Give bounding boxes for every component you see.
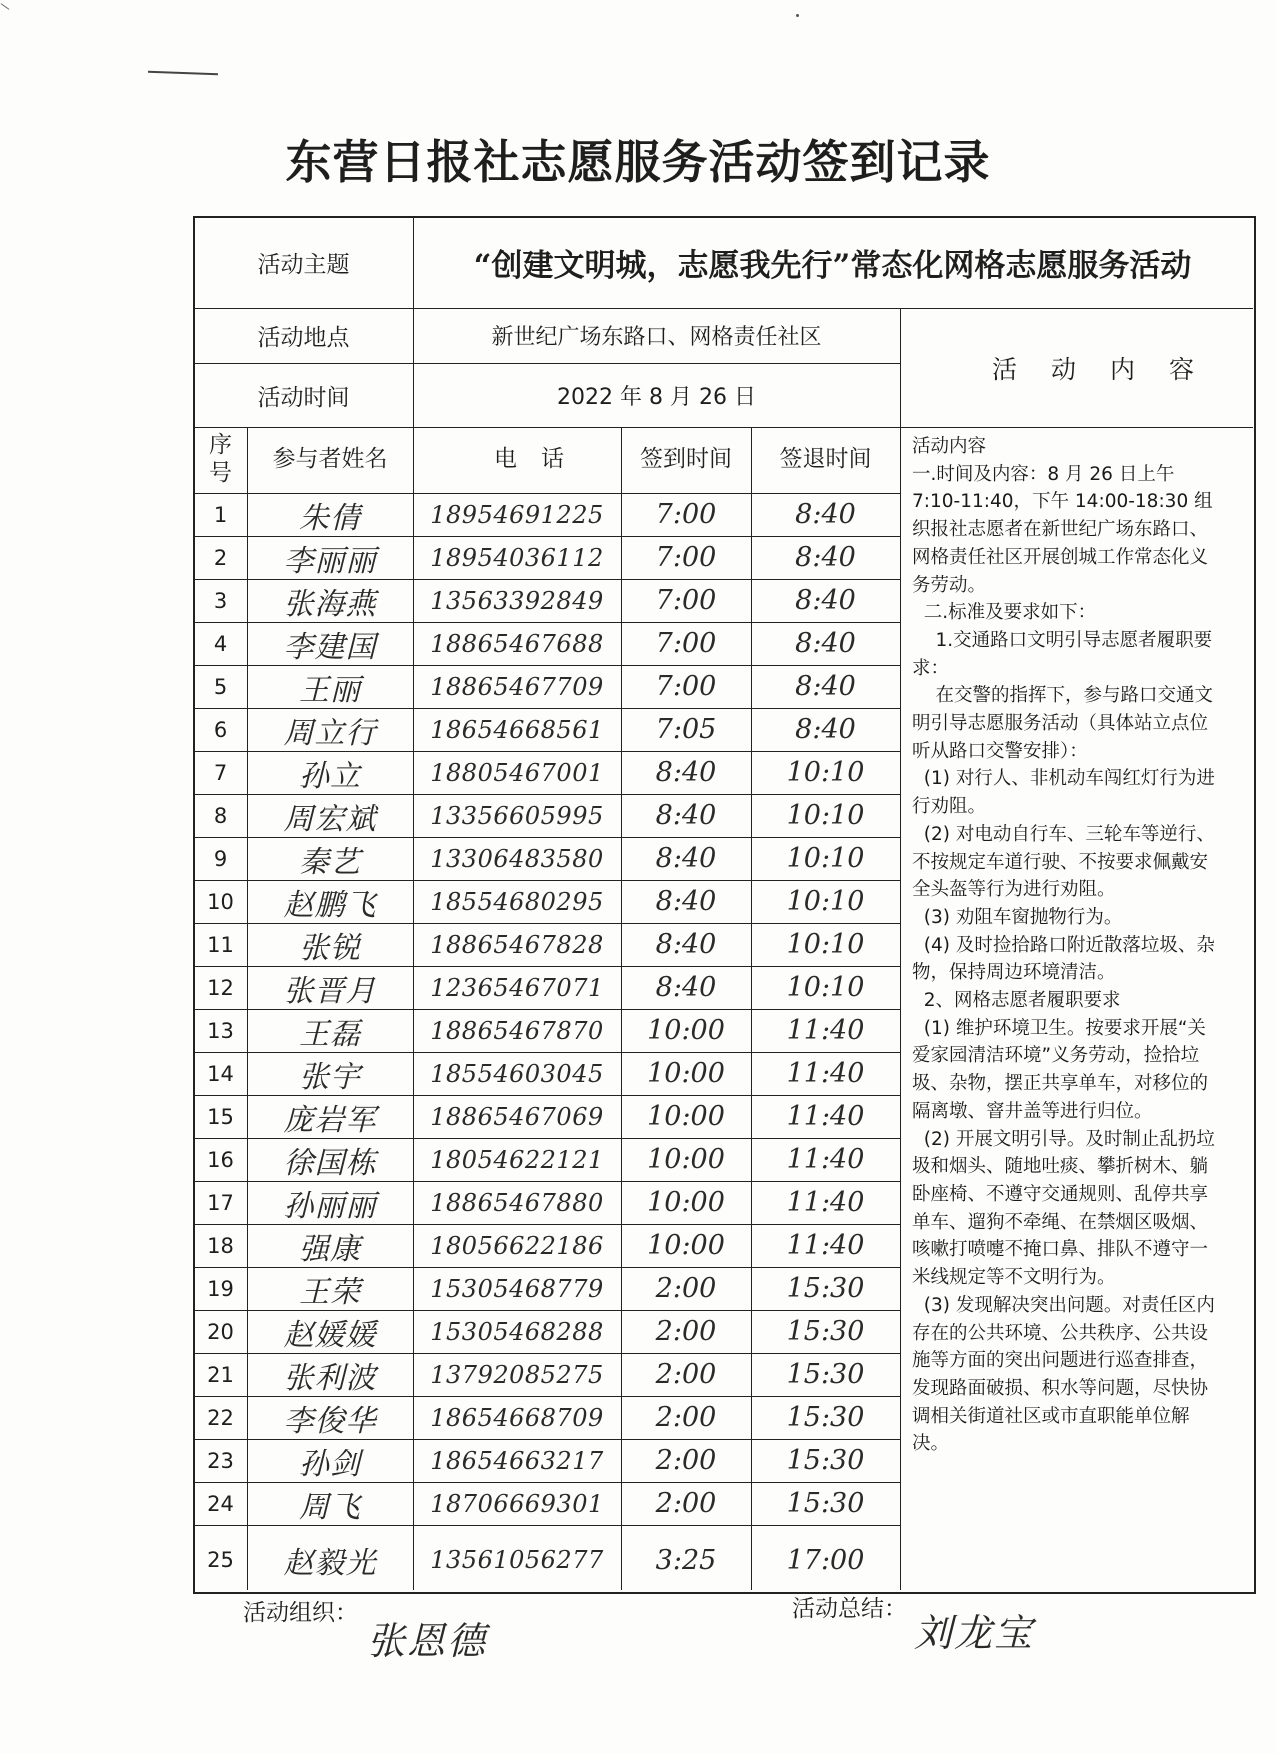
participant-name: 李丽丽 — [283, 543, 377, 579]
participant-name: 强康 — [299, 1231, 361, 1267]
sign-out-time: 10:10 — [786, 929, 865, 960]
sign-out-time: 15:30 — [786, 1402, 865, 1433]
participant-name: 周飞 — [299, 1489, 361, 1525]
participant-name: 李俊华 — [283, 1403, 377, 1439]
participant-phone: 18865467069 — [430, 1102, 604, 1131]
participant-name: 孙剑 — [299, 1446, 361, 1482]
participant-name: 朱倩 — [299, 500, 361, 536]
sign-out-time: 8:40 — [795, 628, 856, 659]
participant-phone: 13561056277 — [430, 1546, 604, 1574]
participant-phone: 18865467828 — [430, 930, 604, 959]
participant-phone: 18865467688 — [430, 629, 604, 658]
participant-name: 王荣 — [299, 1274, 361, 1310]
sign-in-time: 2:00 — [655, 1316, 717, 1347]
scan-mark — [148, 71, 218, 75]
participant-phone: 13356605995 — [430, 801, 604, 830]
sign-out-time: 10:10 — [786, 843, 865, 874]
row-index: 8 — [213, 803, 228, 828]
participant-phone: 15305468779 — [430, 1274, 604, 1303]
row-index: 20 — [207, 1319, 234, 1344]
sign-out-time: 10:10 — [786, 886, 865, 917]
row-index: 17 — [207, 1190, 234, 1215]
sign-in-time: 10:00 — [647, 1101, 725, 1132]
sign-out-time: 15:30 — [786, 1488, 865, 1519]
column-header-name: 参与者姓名 — [272, 446, 388, 473]
participant-phone: 18654663217 — [430, 1446, 604, 1475]
sign-out-time: 10:10 — [786, 757, 865, 788]
sign-in-time: 10:00 — [647, 1058, 725, 1089]
row-index: 22 — [207, 1405, 234, 1430]
participant-name: 周宏斌 — [283, 801, 377, 837]
participant-phone: 13563392849 — [430, 586, 604, 615]
scan-mark — [796, 14, 799, 17]
sign-out-time: 11:40 — [786, 1015, 865, 1046]
sign-in-time: 8:40 — [655, 886, 717, 917]
participant-phone: 18865467709 — [430, 672, 604, 701]
column-header-index — [194, 427, 247, 493]
row-index: 15 — [207, 1104, 234, 1129]
participant-phone: 18554680295 — [430, 887, 604, 916]
participant-phone: 18805467001 — [430, 758, 604, 787]
participant-phone: 18654668709 — [430, 1403, 604, 1432]
summary-signature: 刘龙宝 — [914, 1611, 1035, 1655]
column-header-phone: 电话 — [494, 446, 588, 473]
participant-name: 张宇 — [299, 1059, 361, 1095]
sign-in-time: 2:00 — [655, 1402, 717, 1433]
sign-in-time: 8:40 — [655, 843, 717, 874]
row-index: 10 — [207, 889, 234, 914]
sign-out-time: 11:40 — [786, 1230, 865, 1261]
sign-out-time: 15:30 — [786, 1273, 865, 1304]
participant-name: 孙立 — [299, 758, 361, 794]
participant-phone: 12365467071 — [430, 973, 604, 1002]
sign-in-time: 8:40 — [655, 757, 717, 788]
participant-phone: 18706669301 — [430, 1489, 604, 1518]
participant-phone: 18554603045 — [430, 1059, 604, 1088]
row-index: 18 — [207, 1233, 234, 1258]
summary-label: 活动总结： — [792, 1596, 907, 1622]
participant-phone: 18954691225 — [430, 500, 604, 529]
sign-out-time: 10:10 — [786, 800, 865, 831]
sign-in-time: 2:00 — [655, 1488, 717, 1519]
document-title: 东营日报社志愿服务活动签到记录 — [285, 135, 991, 189]
row-index: 11 — [207, 932, 234, 957]
participant-name: 徐国栋 — [283, 1145, 377, 1181]
participant-phone: 18056622186 — [430, 1231, 604, 1260]
sign-in-time: 8:40 — [655, 800, 717, 831]
row-index: 1 — [213, 502, 228, 527]
sign-out-time: 15:30 — [786, 1445, 865, 1476]
row-index: 3 — [213, 588, 228, 613]
sign-in-time: 3:25 — [655, 1544, 717, 1576]
content-label: 活动内容 — [991, 354, 1228, 384]
sign-in-time: 10:00 — [647, 1144, 725, 1175]
col-divider — [900, 308, 901, 1590]
sign-out-time: 8:40 — [795, 714, 856, 745]
participant-phone: 18954036112 — [430, 543, 604, 572]
sign-in-time: 2:00 — [655, 1273, 717, 1304]
sign-out-time: 15:30 — [786, 1359, 865, 1390]
sign-out-time: 11:40 — [786, 1144, 865, 1175]
column-header-index-text: 序号 — [209, 432, 232, 486]
participant-phone: 18654668561 — [430, 715, 604, 744]
sign-in-time: 2:00 — [655, 1445, 717, 1476]
participant-phone: 15305468288 — [430, 1317, 604, 1346]
row-index: 7 — [213, 760, 228, 785]
participant-name: 王丽 — [299, 672, 361, 708]
time-label: 活动时间 — [257, 384, 350, 411]
row-index: 23 — [207, 1448, 234, 1473]
theme-value: “创建文明城，志愿我先行”常态化网格志愿服务活动 — [473, 248, 1192, 284]
row-index: 5 — [213, 674, 228, 699]
column-header-sign-in: 签到时间 — [640, 446, 732, 473]
sign-in-time: 8:40 — [655, 929, 717, 960]
sign-in-time: 7:00 — [655, 499, 717, 530]
theme-label: 活动主题 — [257, 252, 350, 278]
sign-out-time: 11:40 — [786, 1187, 865, 1218]
participant-name: 孙丽丽 — [283, 1188, 377, 1224]
place-value: 新世纪广场东路口、网格责任社区 — [491, 325, 822, 350]
organizer-label: 活动组织： — [243, 1600, 358, 1626]
sign-out-time: 10:10 — [786, 972, 865, 1003]
participant-name: 张利波 — [283, 1360, 377, 1396]
sign-in-time: 7:00 — [655, 628, 717, 659]
row-index: 19 — [207, 1276, 234, 1301]
participant-name: 张海燕 — [283, 586, 377, 622]
participant-name: 周立行 — [283, 715, 377, 751]
time-value: 2022 年 8 月 26 日 — [557, 384, 756, 410]
row-index: 2 — [213, 545, 228, 570]
row-index: 16 — [207, 1147, 234, 1172]
row-index: 24 — [207, 1491, 234, 1516]
column-header-sign-out: 签退时间 — [779, 446, 872, 473]
sign-in-time: 7:00 — [655, 542, 717, 573]
sign-in-time: 10:00 — [647, 1187, 725, 1218]
row-index: 25 — [207, 1548, 234, 1572]
activity-content-text: 活动内容 一.时间及内容：8 月 26 日上午 7:10-11:40，下午 14:00-18:30 组织报社志愿者在新世纪广场东路口、网格责任社区开展创城工作常态化义务劳动。 二.标准及要求如下： 1.交通路口文明引导志愿者履职要求： 在交警的指挥下，参与路口交通文明引导志愿服务活动（具体站立点位听从路口交警安排）： (1) 对行人、非机动车闯红灯行为进行劝阻。 (2) 对电动自行车、三轮车等逆行、不按规定车道行驶、不按要求佩戴安全头盔等行为进行劝阻。 (3) 劝阻车窗抛物行为。 (4) 及时捡拾路口附近散落垃圾、杂物，保持周边环境清洁。 2、网格志愿者履职要求 (1) 维护环境卫生。按要求开展“关爱家园清洁环境”义务劳动，捡拾垃圾、杂物，摆正共享单车，对移位的隔离墩、窨井盖等进行归位。 (2) 开展文明引导。及时制止乱扔垃圾和烟头、随地吐痰、攀折树木、躺卧座椅、不遵守交通规则、乱停共享单车、遛狗不牵绳、在禁烟区吸烟、咳嗽打喷嚏不掩口鼻、排队不遵守一米线规定等不文明行为。 (3) 发现解决突出问题。对责任区内存在的公共环境、公共秩序、公共设施等方面的突出问题进行巡查排查，发现路面破损、积水等问题，尽快协调相关街道社区或市直职能单位解决。 — [912, 436, 1215, 1455]
participant-phone: 13792085275 — [430, 1360, 604, 1389]
row-index: 21 — [207, 1362, 234, 1387]
row-index: 6 — [213, 717, 228, 742]
participant-name: 赵毅光 — [283, 1546, 377, 1581]
sign-in-time: 7:00 — [655, 585, 717, 616]
sign-out-time: 8:40 — [795, 499, 856, 530]
sign-in-time: 10:00 — [647, 1230, 725, 1261]
sign-in-time: 7:05 — [655, 714, 717, 745]
participant-name: 赵媛媛 — [283, 1317, 377, 1353]
sign-out-time: 8:40 — [795, 542, 856, 573]
participant-name: 张晋月 — [283, 973, 377, 1009]
sign-out-time: 8:40 — [795, 671, 856, 702]
row-index: 14 — [207, 1061, 234, 1086]
participant-name: 赵鹏飞 — [283, 887, 377, 923]
participant-name: 秦艺 — [299, 844, 361, 880]
sign-in-time: 2:00 — [655, 1359, 717, 1390]
participant-phone: 18865467870 — [430, 1016, 604, 1045]
participant-name: 王磊 — [299, 1016, 361, 1052]
sign-out-time: 11:40 — [786, 1101, 865, 1132]
scan-mark — [1, 3, 10, 10]
row-index: 12 — [207, 975, 234, 1000]
sign-out-time: 17:00 — [786, 1544, 865, 1576]
sign-in-time: 10:00 — [647, 1015, 725, 1046]
row-index: 9 — [213, 846, 228, 871]
sign-in-time: 7:00 — [655, 671, 717, 702]
participant-phone: 18054622121 — [430, 1145, 604, 1174]
participant-phone: 18865467880 — [430, 1188, 604, 1217]
sign-in-time: 8:40 — [655, 972, 717, 1003]
participant-name: 张锐 — [299, 930, 361, 966]
participant-name: 庞岩军 — [283, 1102, 377, 1138]
participant-phone: 13306483580 — [430, 844, 604, 873]
place-label: 活动地点 — [257, 325, 350, 351]
participant-name: 李建国 — [283, 629, 377, 665]
row-index: 13 — [207, 1018, 234, 1043]
organizer-signature: 张恩德 — [367, 1619, 488, 1663]
sign-out-time: 8:40 — [795, 585, 856, 616]
row-index: 4 — [213, 631, 228, 656]
sign-out-time: 11:40 — [786, 1058, 865, 1089]
sign-out-time: 15:30 — [786, 1316, 865, 1347]
